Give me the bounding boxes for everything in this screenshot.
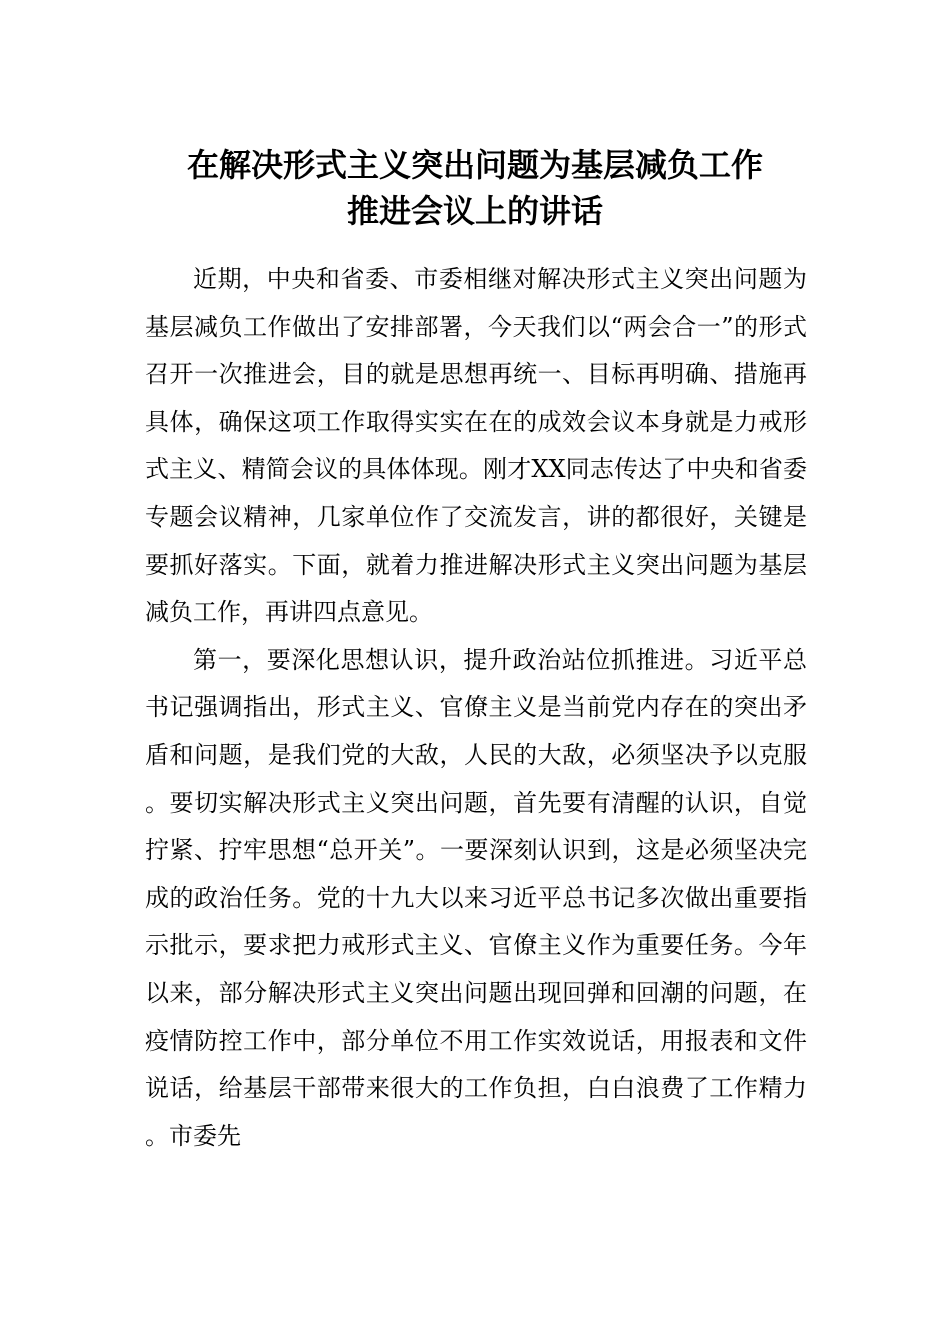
- document-title: [140, 142, 810, 234]
- paragraph-point-one: 第一，要深化思想认识，提升政治站位抓推进。习近平总书记强调指出，形式主义、官僚主义是当前党内存在的突出矛盾和问题，是我们党的大敌，人民的大敌，必须坚决予以克服。要切实解决形式主义突出问题，首先要有清醒的认识，自觉拧紧、拧牢思想“总开关”。一要深刻认识到，这是必须坚决完成的政治任务。党的十九大以来习近平总书记多次做出重要指示批示，要求把力戒形式主义、官僚主义作为重要任务。今年以来，部分解决形式主义突出问题出现回弹和回潮的问题，在疫情防控工作中，部分单位不用工作实效说话，用报表和文件说话，给基层干部带来很大的工作负担，白白浪费了工作精力。市委先: [145, 645, 807, 1150]
- title-line-1: 在解决形式主义突出问题为基层减负工作: [186, 146, 763, 184]
- document-body: [145, 256, 807, 1160]
- paragraph-intro: 近期，中央和省委、市委相继对解决形式主义突出问题为基层减负工作做出了安排部署，今天我们以“两会合一”的形式召开一次推进会，目的就是思想再统一、目标再明确、措施再具体，确保这项工作取得实实在在的成效会议本身就是力戒形式主义、精简会议的具体体现。刚才XX同志传达了中央和省委专题会议精神，几家单位作了交流发言，讲的都很好，关键是要抓好落实。下面，就着力推进解决形式主义突出问题为基层减负工作，再讲四点意见。: [145, 265, 807, 627]
- title-line-2: 推进会议上的讲话: [346, 192, 603, 230]
